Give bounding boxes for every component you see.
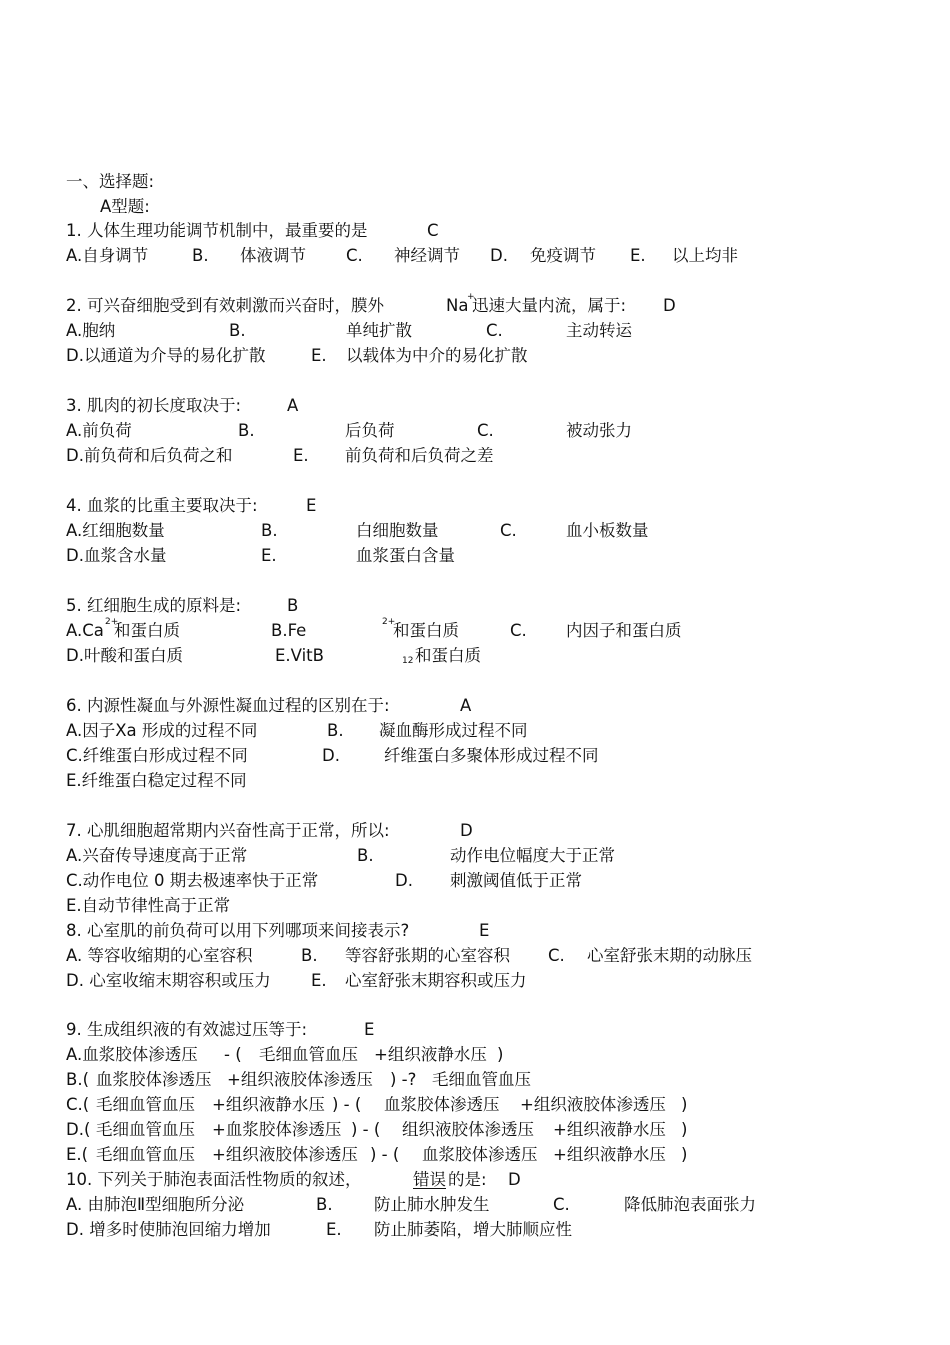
option-label-b: B. — [316, 1195, 333, 1214]
option-a: A. 由肺泡Ⅱ型细胞所分泌 — [66, 1195, 245, 1214]
option-label-c: C. — [486, 321, 503, 340]
section-title: 一、选择题: — [66, 172, 155, 191]
option-e-text: 以载体为中介的易化扩散 — [346, 346, 528, 365]
option-e: E.自动节律性高于正常 — [66, 896, 231, 915]
question-stem: 9. 生成组织液的有效滤过压等于: — [66, 1020, 308, 1039]
option-d-text: 纤维蛋白多聚体形成过程不同 — [384, 746, 599, 765]
question-answer: D — [508, 1170, 521, 1189]
question-answer: D — [663, 296, 676, 315]
option-label-b: B. — [192, 246, 209, 265]
option-c-text: 主动转运 — [566, 321, 632, 340]
option-a: A.自身调节 — [66, 246, 149, 265]
option-label-b: B. — [327, 721, 344, 740]
option-e-prefix: E.VitB — [275, 646, 324, 665]
question-stem: 4. 血浆的比重主要取决于: — [66, 496, 258, 515]
option-a-suffix: 和蛋白质 — [114, 621, 180, 640]
option-label-b: B. — [301, 946, 318, 965]
question-stem: 3. 肌肉的初长度取决于: — [66, 396, 242, 415]
option-label-c: C. — [510, 621, 527, 640]
question-answer: B — [287, 596, 299, 615]
option-b-suffix: 和蛋白质 — [393, 621, 459, 640]
option-e-text: 以上均非 — [672, 246, 738, 265]
option-e: E.纤维蛋白稳定过程不同 — [66, 771, 247, 790]
option-c-close: ) — [681, 1095, 688, 1114]
option-c-term-4: +组织液胶体渗透压 — [520, 1095, 666, 1114]
option-label-e: E. — [326, 1220, 342, 1239]
option-e-term-3: 血浆胶体渗透压 — [422, 1145, 538, 1164]
option-b-operator: ) -? — [390, 1070, 417, 1089]
option-d-operator: ) - ( — [351, 1120, 381, 1139]
option-label-e: E. — [311, 346, 327, 365]
option-c-text: 血小板数量 — [566, 521, 649, 540]
option-a: A. 等容收缩期的心室容积 — [66, 946, 253, 965]
option-a-superscript: 2+ — [105, 617, 119, 627]
option-label-c: C. — [548, 946, 565, 965]
option-label-c: C. — [500, 521, 517, 540]
option-b-term-2: +组织液胶体渗透压 — [227, 1070, 373, 1089]
option-d-term-4: +组织液静水压 — [553, 1120, 666, 1139]
question-stem: 1. 人体生理功能调节机制中，最重要的是 — [66, 221, 368, 240]
question-stem: 8. 心室肌的前负荷可以用下列哪项来间接表示? — [66, 921, 410, 940]
question-stem: 10. 下列关于肺泡表面活性物质的叙述， — [66, 1170, 362, 1189]
option-e-text: 前负荷和后负荷之差 — [345, 446, 494, 465]
option-a-term-3: +组织液静水压 — [374, 1045, 487, 1064]
option-c-term-2: +组织液静水压 — [212, 1095, 325, 1114]
option-d: D.叶酸和蛋白质 — [66, 646, 183, 665]
option-e-text: 防止肺萎陷，增大肺顺应性 — [374, 1220, 572, 1239]
option-b-superscript: 2+ — [382, 617, 396, 627]
option-b-text: 单纯扩散 — [346, 321, 412, 340]
option-d: D.以通道为介导的易化扩散 — [66, 346, 266, 365]
option-label-d: D. — [322, 746, 340, 765]
option-label-b: B. — [229, 321, 246, 340]
option-e-term-2: +组织液胶体渗透压 — [212, 1145, 358, 1164]
option-d: D. 心室收缩末期容积或压力 — [66, 971, 271, 990]
option-b-text: 等容舒张期的心室容积 — [345, 946, 510, 965]
option-c-term-3: 血浆胶体渗透压 — [384, 1095, 500, 1114]
option-c-open: C.( — [66, 1095, 90, 1114]
option-c: C.纤维蛋白形成过程不同 — [66, 746, 248, 765]
question-stem: 7. 心肌细胞超常期内兴奋性高于正常，所以: — [66, 821, 390, 840]
question-stem-emphasis: 错误 — [413, 1170, 446, 1189]
question-answer: A — [460, 696, 472, 715]
option-label-e: E. — [261, 546, 277, 565]
option-d: D.血浆含水量 — [66, 546, 167, 565]
option-e-close: ) — [681, 1145, 688, 1164]
option-a: A.因子Ⅹa 形成的过程不同 — [66, 721, 258, 740]
option-label-d: D. — [490, 246, 508, 265]
question-answer: E — [364, 1020, 375, 1039]
option-b-open: B.( — [66, 1070, 90, 1089]
question-stem-ion-charge: + — [467, 292, 475, 302]
option-label-d: D. — [395, 871, 413, 890]
option-b-text: 动作电位幅度大于正常 — [450, 846, 615, 865]
option-c-text: 心室舒张末期的动脉压 — [587, 946, 752, 965]
option-label-b: B. — [238, 421, 255, 440]
option-e-open: E.( — [66, 1145, 89, 1164]
option-d: D.前负荷和后负荷之和 — [66, 446, 233, 465]
option-e-subscript: 12 — [402, 656, 414, 666]
question-answer: E — [479, 921, 490, 940]
option-c-text: 神经调节 — [394, 246, 460, 265]
option-label-e: E. — [630, 246, 646, 265]
option-e-term-1: 毛细血管血压 — [96, 1145, 195, 1164]
option-a-prefix: A.Ca — [66, 621, 104, 640]
option-e-term-4: +组织液静水压 — [553, 1145, 666, 1164]
option-c-text: 被动张力 — [566, 421, 632, 440]
option-label-c: C. — [346, 246, 363, 265]
option-c: C.动作电位 0 期去极速率快于正常 — [66, 871, 319, 890]
question-answer: A — [287, 396, 299, 415]
option-a-operator: - ( — [224, 1045, 242, 1064]
option-e-text: 心室舒张末期容积或压力 — [345, 971, 527, 990]
option-d-open: D.( — [66, 1120, 91, 1139]
option-a-close: ) — [497, 1045, 504, 1064]
question-stem-end: 迅速大量内流，属于: — [472, 296, 627, 315]
option-d-term-2: +血浆胶体渗透压 — [212, 1120, 342, 1139]
option-label-c: C. — [553, 1195, 570, 1214]
option-b-text: 白细胞数量 — [356, 521, 439, 540]
question-stem: 5. 红细胞生成的原料是: — [66, 596, 242, 615]
option-label-c: C. — [477, 421, 494, 440]
option-d: D. 增多时使肺泡回缩力增加 — [66, 1220, 271, 1239]
option-b-text: 防止肺水肿发生 — [374, 1195, 490, 1214]
option-e-suffix: 和蛋白质 — [415, 646, 481, 665]
option-label-b: B. — [357, 846, 374, 865]
option-d-text: 免疫调节 — [530, 246, 596, 265]
subsection-title: A型题: — [100, 197, 150, 216]
question-stem: 6. 内源性凝血与外源性凝血过程的区别在于: — [66, 696, 390, 715]
option-a: A.兴奋传导速度高于正常 — [66, 846, 248, 865]
option-b-text: 后负荷 — [345, 421, 395, 440]
option-e-operator: ) - ( — [370, 1145, 400, 1164]
option-e-text: 血浆蛋白含量 — [356, 546, 455, 565]
option-b-term-3: 毛细血管血压 — [432, 1070, 531, 1089]
option-b-term-1: 血浆胶体渗透压 — [96, 1070, 212, 1089]
question-answer: E — [306, 496, 317, 515]
option-b-text: 凝血酶形成过程不同 — [379, 721, 528, 740]
option-d-close: ) — [681, 1120, 688, 1139]
option-a: A.前负荷 — [66, 421, 132, 440]
option-b-prefix: B.Fe — [271, 621, 307, 640]
question-stem: 2. 可兴奋细胞受到有效刺激而兴奋时，膜外 — [66, 296, 384, 315]
option-c-operator: ) - ( — [332, 1095, 362, 1114]
option-b-text: 体液调节 — [240, 246, 306, 265]
option-d-term-3: 组织液胶体渗透压 — [402, 1120, 534, 1139]
option-d-term-1: 毛细血管血压 — [96, 1120, 195, 1139]
option-label-e: E. — [293, 446, 309, 465]
question-answer: D — [460, 821, 473, 840]
option-label-e: E. — [311, 971, 327, 990]
option-c-text: 降低肺泡表面张力 — [624, 1195, 756, 1214]
option-c-term-1: 毛细血管血压 — [96, 1095, 195, 1114]
option-d-text: 刺激阈值低于正常 — [450, 871, 582, 890]
option-label-b: B. — [261, 521, 278, 540]
question-stem-ion: Na — [446, 296, 469, 315]
option-a: A.胞纳 — [66, 321, 116, 340]
question-answer: C — [427, 221, 439, 240]
option-c-text: 内因子和蛋白质 — [566, 621, 682, 640]
option-a: A.红细胞数量 — [66, 521, 165, 540]
option-a-term-2: 毛细血管血压 — [259, 1045, 358, 1064]
option-a-term-1: A.血浆胶体渗透压 — [66, 1045, 198, 1064]
question-stem-end: 的是: — [448, 1170, 487, 1189]
